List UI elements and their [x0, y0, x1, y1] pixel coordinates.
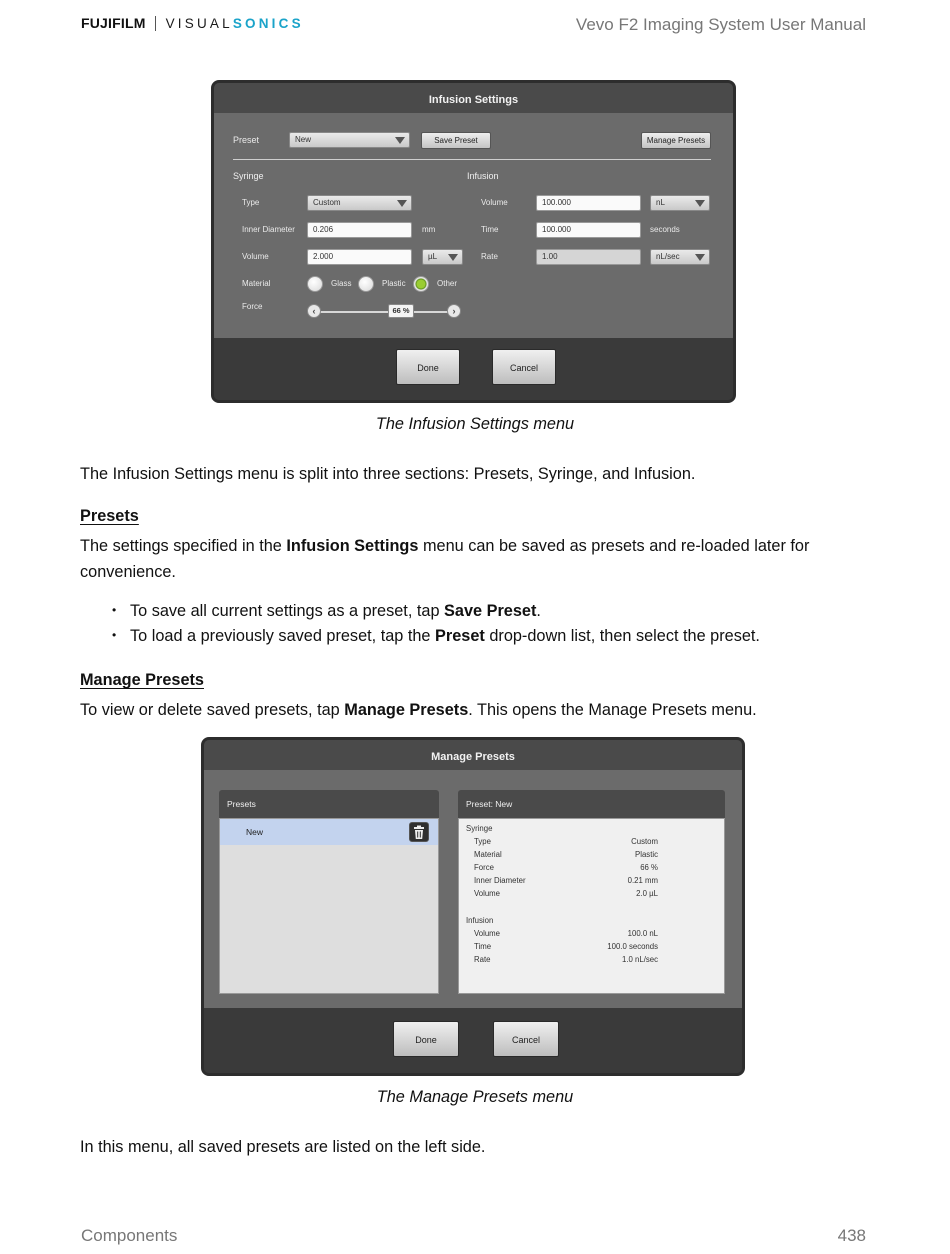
- save-preset-button[interactable]: Save Preset: [421, 132, 491, 149]
- list-item: [130, 627, 760, 646]
- chevron-down-icon: [695, 254, 705, 261]
- dialog-footer: [204, 1008, 742, 1073]
- presets-paragraph-text: The settings specified in the: [80, 537, 287, 555]
- preset-dropdown[interactable]: [289, 132, 410, 148]
- force-slider-track[interactable]: [314, 311, 458, 313]
- detail-row-label: Volume: [474, 889, 501, 898]
- presets-list-header: Presets: [219, 790, 439, 818]
- cancel-button[interactable]: Cancel: [493, 1021, 559, 1057]
- preset-name: New: [246, 827, 264, 837]
- save-preset-term: Save Preset: [444, 602, 537, 620]
- manage-presets-paragraph: [80, 697, 757, 723]
- material-other-radio[interactable]: [413, 276, 429, 292]
- infusion-heading: Infusion: [466, 916, 494, 925]
- manage-presets-dialog: [201, 737, 745, 1076]
- detail-row-label: Force: [474, 863, 494, 872]
- syringe-volume-input[interactable]: 2.000: [307, 249, 412, 265]
- trash-icon[interactable]: [409, 822, 429, 842]
- document-title: Vevo F2 Imaging System User Manual: [575, 15, 866, 34]
- manage-presets-heading: Manage Presets: [80, 671, 204, 689]
- dialog-title: Manage Presets: [204, 740, 742, 770]
- list-item-text: drop-down list, then select the preset.: [484, 627, 760, 645]
- syringe-volume-unit-value: µL: [428, 252, 438, 261]
- infusion-time-unit: seconds: [650, 225, 680, 234]
- chevron-down-icon: [397, 200, 407, 207]
- preset-dropdown-value: New: [295, 135, 312, 144]
- infusion-volume-unit-value: nL: [656, 198, 665, 207]
- detail-row-value: 0.21 mm: [627, 876, 658, 885]
- presets-paragraph-text: menu can be saved as presets and re-loaded later for: [418, 537, 810, 555]
- chevron-down-icon: [695, 200, 705, 207]
- detail-row-value: 1.0 nL/sec: [622, 955, 658, 964]
- inner-diameter-input[interactable]: 0.206: [307, 222, 412, 238]
- logo-fujifilm-text: FUJIFILM: [81, 15, 146, 31]
- presets-paragraph-text: convenience.: [80, 563, 176, 581]
- list-item-text: To load a previously saved preset, tap the: [130, 627, 436, 645]
- force-slider-handle[interactable]: 66 %: [388, 304, 414, 318]
- material-other-label: Other: [437, 279, 458, 288]
- detail-row-value: 100.0 seconds: [607, 942, 658, 951]
- dialog-body: [214, 113, 733, 338]
- material-label: Material: [242, 279, 271, 288]
- chevron-left-icon[interactable]: ‹: [307, 304, 321, 318]
- infusion-time-label: Time: [481, 225, 499, 234]
- infusion-rate-unit-dropdown[interactable]: [650, 249, 710, 265]
- infusion-settings-term: Infusion Settings: [286, 537, 419, 555]
- dialog-body: [204, 770, 742, 1008]
- figure-caption: The Manage Presets menu: [376, 1088, 574, 1106]
- trash-icon-glyph: [410, 823, 428, 841]
- material-glass-radio[interactable]: [307, 276, 323, 292]
- page-number: 438: [837, 1226, 866, 1245]
- detail-row-value: Plastic: [635, 850, 658, 859]
- intro-paragraph: The Infusion Settings menu is split into three sections: Presets, Syringe, and Infusion.: [80, 465, 696, 483]
- list-item-text: .: [536, 602, 541, 620]
- figure-caption: The Infusion Settings menu: [375, 415, 575, 433]
- preset-detail-header: Preset: New: [458, 790, 725, 818]
- inner-diameter-unit: mm: [422, 225, 436, 234]
- detail-row-label: Material: [474, 850, 502, 859]
- preset-label: Preset: [233, 135, 260, 145]
- section-divider: [233, 159, 711, 160]
- dialog-footer: [214, 338, 733, 400]
- force-label: Force: [242, 302, 263, 311]
- list-item: [130, 602, 541, 621]
- presets-list: [219, 818, 439, 994]
- chevron-down-icon: [395, 137, 405, 144]
- list-item[interactable]: [220, 819, 438, 845]
- infusion-heading: Infusion: [467, 171, 499, 181]
- preset-term: Preset: [435, 627, 485, 645]
- infusion-time-input[interactable]: 100.000: [536, 222, 641, 238]
- cancel-button[interactable]: Cancel: [492, 349, 556, 385]
- detail-row-value: 100.0 nL: [627, 929, 658, 938]
- detail-row-value: 66 %: [640, 863, 658, 872]
- detail-row-label: Type: [474, 837, 491, 846]
- syringe-heading: Syringe: [233, 171, 264, 181]
- detail-row-label: Rate: [474, 955, 491, 964]
- presets-heading: Presets: [80, 507, 139, 525]
- material-glass-label: Glass: [331, 279, 352, 288]
- chevron-right-icon[interactable]: ›: [447, 304, 461, 318]
- presets-paragraph: [80, 533, 870, 585]
- infusion-volume-label: Volume: [481, 198, 508, 207]
- closing-paragraph: In this menu, all saved presets are listed on the left side.: [80, 1138, 486, 1156]
- logo-visual-text: VISUAL: [165, 15, 233, 31]
- manage-presets-button[interactable]: Manage Presets: [641, 132, 711, 149]
- syringe-volume-label: Volume: [242, 252, 269, 261]
- syringe-heading: Syringe: [466, 824, 493, 833]
- chevron-down-icon: [448, 254, 458, 261]
- syringe-volume-unit-dropdown[interactable]: [422, 249, 463, 265]
- manage-paragraph-text: To view or delete saved presets, tap: [80, 701, 345, 719]
- infusion-rate-unit-value: nL/sec: [656, 252, 680, 261]
- syringe-type-dropdown[interactable]: [307, 195, 412, 211]
- infusion-volume-input[interactable]: 100.000: [536, 195, 641, 211]
- logo-divider: [155, 16, 156, 31]
- syringe-type-value: Custom: [313, 198, 341, 207]
- infusion-volume-unit-dropdown[interactable]: [650, 195, 710, 211]
- infusion-rate-label: Rate: [481, 252, 498, 261]
- syringe-type-label: Type: [242, 198, 260, 207]
- logo-sonics-text: SONICS: [232, 15, 304, 31]
- dialog-title: Infusion Settings: [214, 83, 733, 113]
- footer-section-name: Components: [81, 1226, 178, 1245]
- inner-diameter-label: Inner Diameter: [242, 225, 295, 234]
- detail-row-label: Time: [474, 942, 492, 951]
- done-button[interactable]: Done: [393, 1021, 459, 1057]
- done-button[interactable]: Done: [396, 349, 460, 385]
- detail-row-label: Inner Diameter: [474, 876, 526, 885]
- preset-detail-panel: [458, 818, 725, 994]
- material-plastic-label: Plastic: [382, 279, 406, 288]
- fujifilm-visualsonics-logo: [81, 14, 304, 32]
- infusion-settings-dialog: [211, 80, 736, 403]
- detail-row-value: 2.0 µL: [636, 889, 658, 898]
- material-plastic-radio[interactable]: [358, 276, 374, 292]
- detail-row-value: Custom: [631, 837, 658, 846]
- infusion-rate-input[interactable]: 1.00: [536, 249, 641, 265]
- detail-row-label: Volume: [474, 929, 501, 938]
- list-item-text: To save all current settings as a preset, tap: [130, 602, 445, 620]
- manage-paragraph-text: . This opens the Manage Presets menu.: [468, 701, 757, 719]
- manage-presets-term: Manage Presets: [344, 701, 469, 719]
